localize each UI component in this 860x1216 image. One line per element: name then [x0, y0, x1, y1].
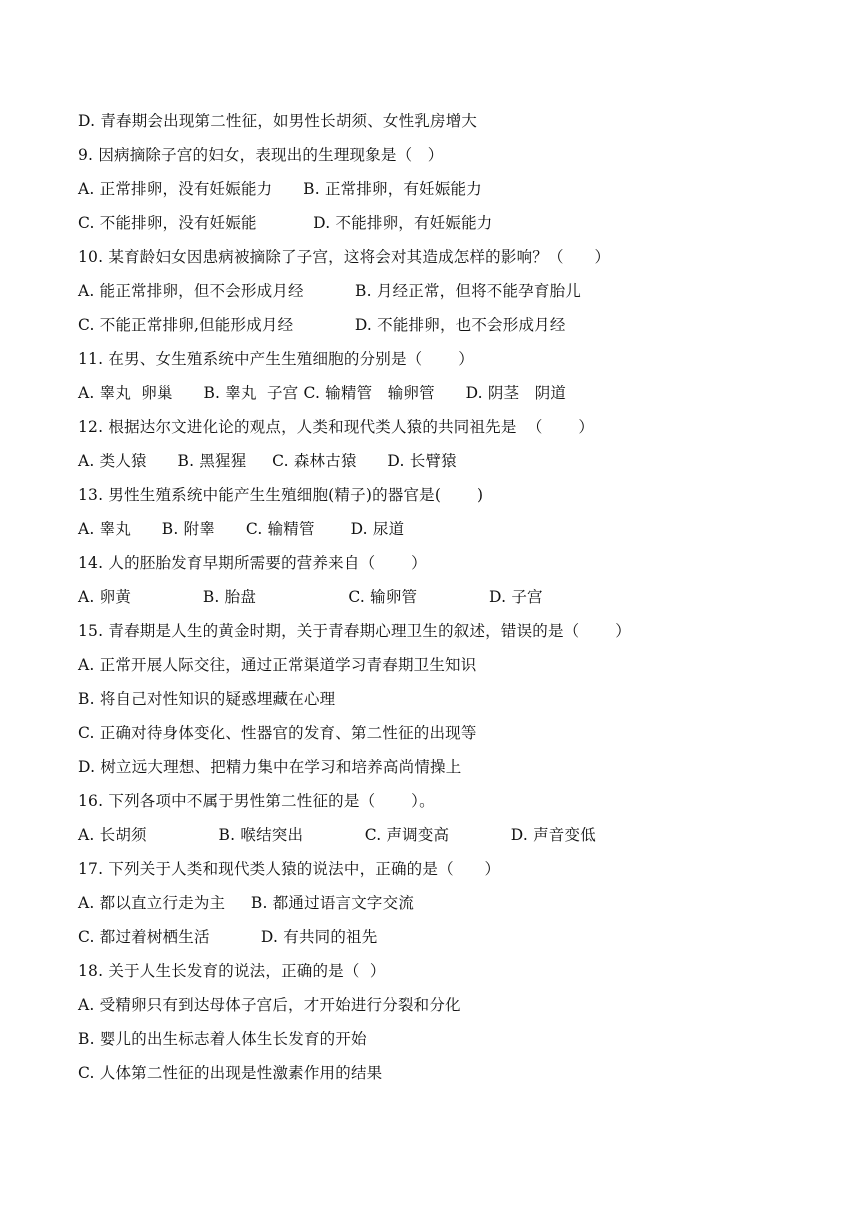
question-12: 12. 根据达尔文进化论的观点，人类和现代类人猿的共同祖先是 （ ） — [78, 418, 595, 436]
options-line: C. 不能正常排卵,但能形成月经 D. 不能排卵，也不会形成月经 — [78, 316, 566, 334]
question-10: 10. 某育龄妇女因患病被摘除了子宫，这将会对其造成怎样的影响？（ ） — [78, 248, 611, 266]
question-14: 14. 人的胚胎发育早期所需要的营养来自（ ） — [78, 554, 427, 572]
options-line: A. 都以直立行走为主 B. 都通过语言文字交流 — [78, 894, 415, 912]
option-c: C. 人体第二性征的出现是性激素作用的结果 — [78, 1064, 383, 1082]
question-17: 17. 下列关于人类和现代类人猿的说法中，正确的是（ ） — [78, 860, 501, 878]
options-line: C. 不能排卵，没有妊娠能 D. 不能排卵，有妊娠能力 — [78, 214, 493, 232]
options-line: C. 都过着树栖生活 D. 有共同的祖先 — [78, 928, 378, 946]
options-line: A. 类人猿 B. 黑猩猩 C. 森林古猿 D. 长臂猿 — [78, 452, 457, 470]
text-line: D. 青春期会出现第二性征，如男性长胡须、女性乳房增大 — [78, 112, 478, 130]
question-9: 9. 因病摘除子宫的妇女，表现出的生理现象是（ ） — [78, 146, 444, 164]
options-line: A. 睾丸 B. 附睾 C. 输精管 D. 尿道 — [78, 520, 405, 538]
options-line: A. 睾丸 卵巢 B. 睾丸 子宫 C. 输精管 输卵管 D. 阴茎 阴道 — [78, 384, 567, 402]
option-d: D. 树立远大理想、把精力集中在学习和培养高尚情操上 — [78, 758, 462, 776]
option-b: B. 婴儿的出生标志着人体生长发育的开始 — [78, 1030, 367, 1048]
options-line: A. 卵黄 B. 胎盘 C. 输卵管 D. 子宫 — [78, 588, 543, 606]
option-b: B. 将自己对性知识的疑惑埋藏在心理 — [78, 690, 336, 708]
question-11: 11. 在男、女生殖系统中产生生殖细胞的分别是（ ） — [78, 350, 474, 368]
options-line: A. 正常排卵，没有妊娠能力 B. 正常排卵，有妊娠能力 — [78, 180, 482, 198]
options-line: A. 长胡须 B. 喉结突出 C. 声调变高 D. 声音变低 — [78, 826, 596, 844]
question-18: 18. 关于人生长发育的说法，正确的是（ ） — [78, 962, 386, 980]
options-line: A. 能正常排卵，但不会形成月经 B. 月经正常，但将不能孕育胎儿 — [78, 282, 581, 300]
question-16: 16. 下列各项中不属于男性第二性征的是（ ）。 — [78, 792, 435, 810]
option-a: A. 正常开展人际交往，通过正常渠道学习青春期卫生知识 — [78, 656, 477, 674]
option-c: C. 正确对待身体变化、性器官的发育、第二性征的出现等 — [78, 724, 477, 742]
option-a: A. 受精卵只有到达母体子宫后，才开始进行分裂和分化 — [78, 996, 461, 1014]
question-15: 15. 青春期是人生的黄金时期，关于青春期心理卫生的叙述，错误的是（ ） — [78, 622, 631, 640]
question-13: 13. 男性生殖系统中能产生生殖细胞(精子)的器官是( ) — [78, 486, 484, 504]
